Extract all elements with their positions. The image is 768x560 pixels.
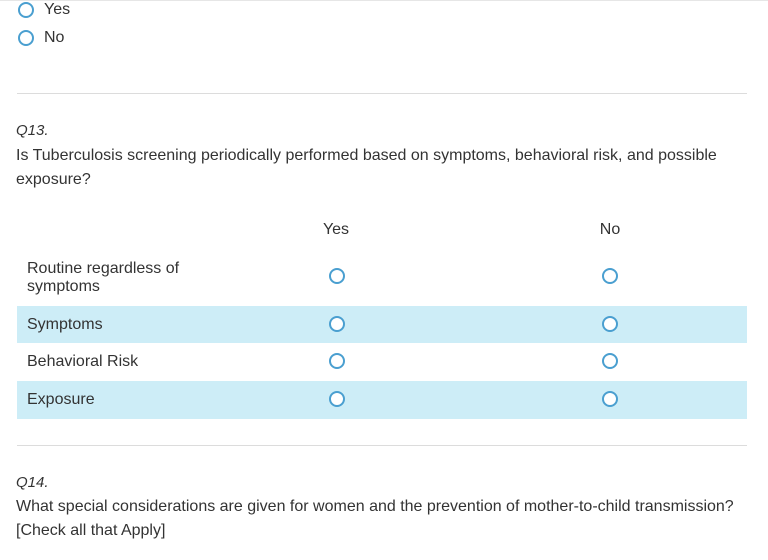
option-label: Yes <box>44 1 71 18</box>
matrix-row-exposure <box>17 381 747 419</box>
matrix-row-symptoms <box>17 306 747 343</box>
prev-option-yes[interactable] <box>18 0 70 20</box>
row-label: Routine regardless of symptoms <box>27 260 180 295</box>
radio-no[interactable] <box>602 353 618 369</box>
matrix-row-routine <box>17 256 747 304</box>
radio-yes[interactable] <box>329 316 345 332</box>
radio-no[interactable] <box>602 268 618 284</box>
radio-button[interactable] <box>18 2 34 18</box>
radio-yes[interactable] <box>329 353 345 369</box>
matrix-row-behavioral-risk <box>17 343 747 381</box>
question-divider <box>17 93 747 94</box>
radio-button[interactable] <box>18 30 34 46</box>
question-divider <box>17 445 747 446</box>
question-text: Is Tuberculosis screening periodically performed based on symptoms, behavioral risk, and possible exposure? <box>16 147 717 188</box>
row-label: Behavioral Risk <box>27 353 139 370</box>
column-header-yes: Yes <box>322 221 350 238</box>
radio-no[interactable] <box>602 391 618 407</box>
radio-yes[interactable] <box>329 268 345 284</box>
option-label: No <box>44 29 65 46</box>
question-number: Q13. <box>16 122 49 139</box>
column-header-no: No <box>599 221 621 238</box>
radio-yes[interactable] <box>329 391 345 407</box>
row-label: Symptoms <box>27 316 103 333</box>
question-number: Q14. <box>16 474 49 491</box>
radio-no[interactable] <box>602 316 618 332</box>
question-text: What special considerations are given for women and the prevention of mother-to-child transmission? [Check all that Apply] <box>16 498 734 539</box>
top-border <box>0 0 768 1</box>
prev-option-no[interactable] <box>18 28 64 48</box>
row-label: Exposure <box>27 391 95 408</box>
